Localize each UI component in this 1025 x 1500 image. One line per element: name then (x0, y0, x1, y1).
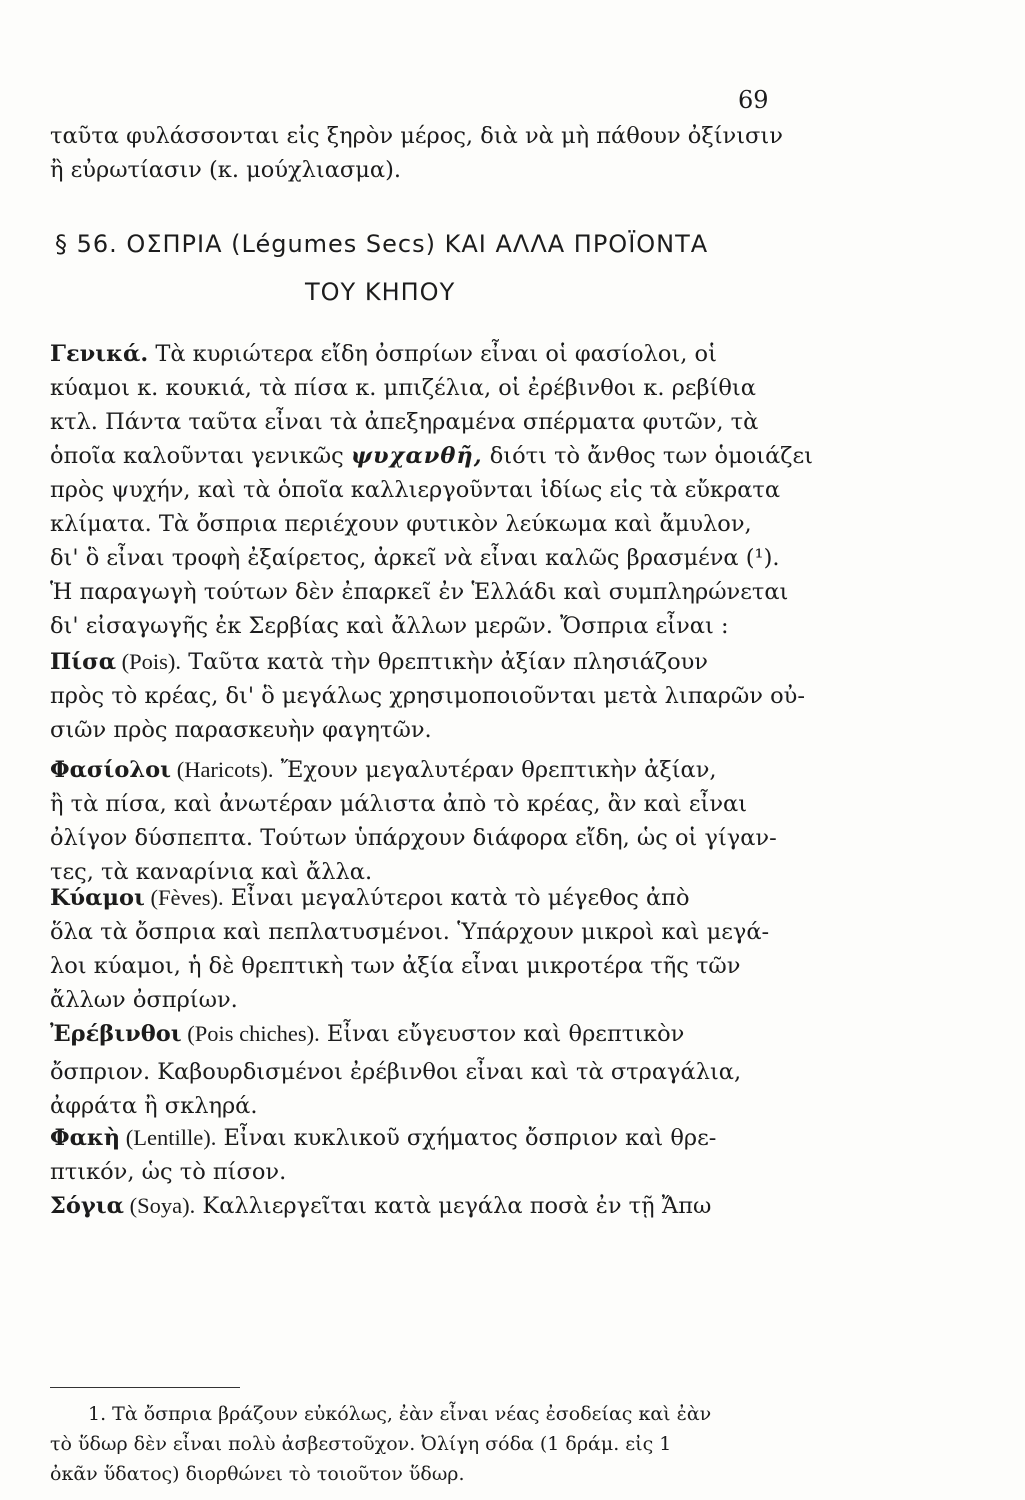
entry-text: Καλλιεργεῖται κατὰ μεγάλα ποσὰ ἐν τῇ Ἄπω (195, 1193, 712, 1219)
text-line: ταῦτα φυλάσσονται εἰς ξηρὸν μέρος, διὰ νὰ μὴ πάθουν ὀξίνισιν (50, 123, 783, 149)
entry-latin-name: (Pois chiches). (181, 1021, 320, 1046)
entry-text: Ταῦτα κατὰ τὴν θρεπτικὴν ἀξίαν πλησιάζουν (181, 649, 708, 675)
paragraph-text: Τὰ κυριώτερα εἴδη ὀσπρίων εἶναι οἱ φασίολοι, οἱ (148, 341, 717, 367)
footnote-line: ὀκᾶν ὕδατος) διορθώνει τὸ τοιοῦτον ὕδωρ. (50, 1463, 465, 1485)
text-line: ἀφράτα ἢ σκληρά. (50, 1093, 258, 1119)
text-line: λοι κύαμοι, ἡ δὲ θρεπτικὴ των ἀξία εἶναι μικροτέρα τῆς τῶν (50, 953, 741, 979)
entry-text: Εἶναι εὔγευστον καὶ θρεπτικὸν (319, 1021, 685, 1047)
paragraph-term: Γενικά. (50, 341, 149, 367)
text-line (50, 1019, 770, 1049)
entry-latin-name: (Fèves). (144, 885, 224, 910)
text-line (50, 441, 813, 471)
text-line (50, 1123, 770, 1153)
footnote-line: τὸ ὕδωρ δὲν εἶναι πολὺ ἀσβεστοῦχον. Ὀλίγη σόδα (1 δράμ. εἰς 1 (50, 1433, 672, 1455)
entry-text: Ἔχουν μεγαλυτέραν θρεπτικὴν ἀξίαν, (273, 757, 717, 783)
footnote-divider (50, 1387, 240, 1388)
emphasized-word: ψυχανθῆ, (350, 443, 483, 469)
text-line (50, 1191, 770, 1221)
entry-term: Φασίολοι (50, 757, 172, 783)
entry-term: Πίσα (50, 649, 117, 675)
text-line: κύαμοι κ. κουκιά, τὰ πίσα κ. μπιζέλια, οἱ ἐρέβινθοι κ. ρεβίθια (50, 375, 756, 401)
text-line: τες, τὰ καναρίνια καὶ ἄλλα. (50, 859, 373, 885)
entry-latin-name: (Soya). (123, 1193, 196, 1218)
text-line (50, 883, 770, 913)
text-line: ὄσπριον. Καβουρδισμένοι ἐρέβινθοι εἶναι καὶ τὰ στραγάλια, (50, 1059, 742, 1085)
text-line: ἄλλων ὀσπρίων. (50, 987, 238, 1013)
text-line: πρὸς ψυχήν, καὶ τὰ ὁποῖα καλλιεργοῦνται ἰδίως εἰς τὰ εὔκρατα (50, 477, 781, 503)
section-heading-continued: ΤΟΥ ΚΗΠΟΥ (305, 278, 456, 306)
text-line: ὀλίγον δύσπεπτα. Τούτων ὑπάρχουν διάφορα εἴδη, ὡς οἱ γίγαν- (50, 825, 777, 851)
entry-text: Εἶναι μεγαλύτεροι κατὰ τὸ μέγεθος ἀπὸ (223, 885, 690, 911)
page-number: 69 (738, 86, 769, 114)
text-line: ἢ τὰ πίσα, καὶ ἀνωτέραν μάλιστα ἀπὸ τὸ κρέας, ἂν καὶ εἶναι (50, 791, 748, 817)
text-line: ὅλα τὰ ὄσπρια καὶ πεπλατυσμένοι. Ὑπάρχουν μικροὶ καὶ μεγά- (50, 919, 770, 945)
text-line: κλίματα. Τὰ ὄσπρια περιέχουν φυτικὸν λεύκωμα καὶ ἄμυλον, (50, 511, 752, 537)
text-line (50, 647, 770, 677)
text-line: δι' ὃ εἶναι τροφὴ ἐξαίρετος, ἀρκεῖ νὰ εἶναι καλῶς βρασμένα (¹). (50, 545, 780, 571)
text-fragment: ὁποῖα καλοῦνται γενικῶς (50, 443, 351, 469)
text-line: ἢ εὐρωτίασιν (κ. μούχλιασμα). (50, 157, 402, 183)
text-line (50, 755, 770, 785)
entry-text: Εἶναι κυκλικοῦ σχήματος ὄσπριον καὶ θρε- (216, 1125, 717, 1151)
text-fragment: διότι τὸ ἄνθος των ὁμοιάζει (482, 443, 813, 469)
entry-term: Ἐρέβινθοι (50, 1021, 182, 1047)
text-line: δι' εἰσαγωγῆς ἐκ Σερβίας καὶ ἄλλων μερῶν. Ὄσπρια εἶναι : (50, 613, 729, 639)
text-line: Ἡ παραγωγὴ τούτων δὲν ἐπαρκεῖ ἐν Ἑλλάδι καὶ συμπληρώνεται (50, 579, 789, 605)
text-line: σιῶν πρὸς παρασκευὴν φαγητῶν. (50, 717, 432, 743)
entry-latin-name: (Lentille). (120, 1125, 217, 1150)
section-heading: § 56. ΟΣΠΡΙΑ (Légumes Secs) ΚΑΙ ΑΛΛΑ ΠΡΟΪΟΝΤΑ (55, 230, 709, 258)
text-line: πτικόν, ὡς τὸ πίσον. (50, 1159, 287, 1185)
entry-term: Κύαμοι (50, 885, 145, 911)
entry-term: Σόγια (50, 1193, 124, 1219)
text-line (50, 339, 770, 369)
text-line: πρὸς τὸ κρέας, δι' ὃ μεγάλως χρησιμοποιοῦνται μετὰ λιπαρῶν οὐ- (50, 683, 805, 709)
entry-term: Φακὴ (50, 1125, 121, 1151)
text-line: κτλ. Πάντα ταῦτα εἶναι τὰ ἀπεξηραμένα σπέρματα φυτῶν, τὰ (50, 409, 759, 435)
entry-latin-name: (Pois). (116, 649, 182, 674)
entry-latin-name: (Haricots). (171, 757, 274, 782)
footnote-line: 1. Τὰ ὄσπρια βράζουν εὐκόλως, ἐὰν εἶναι νέας ἐσοδείας καὶ ἐὰν (88, 1403, 712, 1425)
